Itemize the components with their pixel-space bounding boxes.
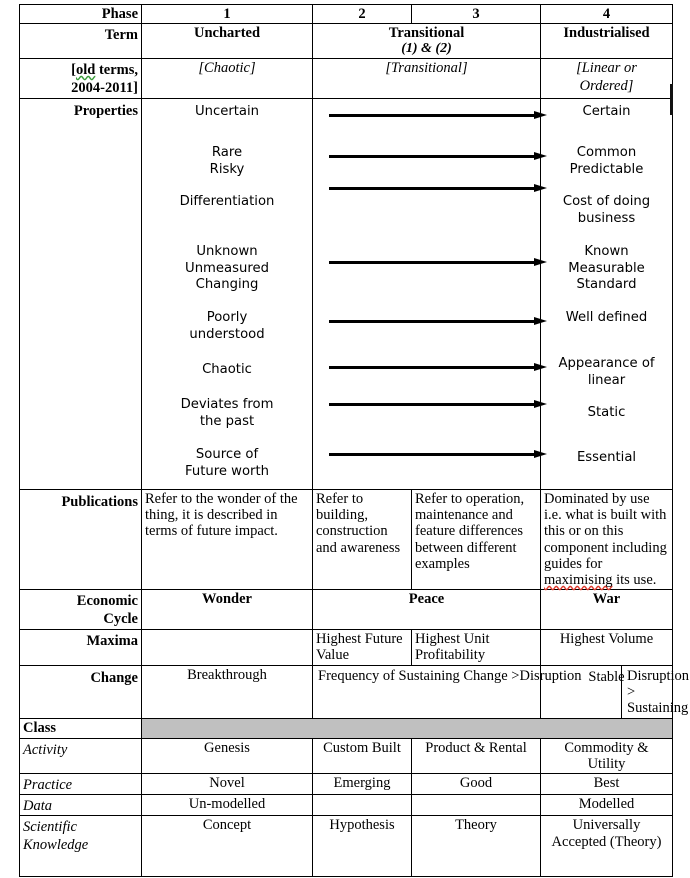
property-left-item-2 <box>145 145 309 179</box>
table-row-economic-cycle <box>20 590 673 630</box>
properties-arrows-column <box>313 98 541 489</box>
activity-phase-4: Commodity & Utility <box>541 738 673 773</box>
property-right-item-5-line-1: Well defined <box>565 309 648 325</box>
old-terms-rest: terms, <box>95 62 138 79</box>
change-frequency-cell: Frequency of Sustaining Change >Disruption <box>318 667 582 684</box>
property-right-item-4-line-2: Measurable <box>568 260 645 276</box>
properties-left-column <box>142 98 313 489</box>
evolution-arrow-5 <box>329 317 547 326</box>
table-row-properties <box>20 98 673 489</box>
property-right-item-3 <box>544 194 669 228</box>
data-phase-1: Un-modelled <box>142 795 313 816</box>
practice-phase-4: Best <box>541 773 673 794</box>
row-label-activity: Activity <box>20 738 142 773</box>
evolution-arrow-6 <box>329 363 547 372</box>
term-phase-1: Uncharted <box>142 24 313 59</box>
property-right-item-2-line-2: Predictable <box>569 161 644 177</box>
maxima-phase-1 <box>142 630 313 665</box>
property-right-item-1 <box>544 104 669 121</box>
change-phase-1: Breakthrough <box>142 665 313 719</box>
property-right-item-7-line-1: Static <box>587 404 626 420</box>
property-right-item-3-line-2: business <box>577 210 636 226</box>
publications-phase-2: Refer to building, construction and awareness <box>313 489 412 589</box>
old-term-phase-1: [Chaotic] <box>142 59 313 99</box>
property-right-item-4-line-3: Standard <box>576 277 637 293</box>
publications-phase-1: Refer to the wonder of the thing, it is described in terms of future impact. <box>142 489 313 589</box>
property-left-item-1 <box>145 104 309 121</box>
table-row-maxima <box>20 630 673 665</box>
class-gray-band <box>142 719 673 738</box>
property-left-item-5-line-1: Poorly <box>206 309 248 325</box>
change-disruption-cell: Disruption > Sustaining <box>621 666 690 719</box>
property-left-item-3-line-1: Differentiation <box>179 193 275 209</box>
row-label-maxima: Maxima <box>20 630 142 665</box>
practice-phase-2: Emerging <box>313 773 412 794</box>
evolution-arrow-shaft-8 <box>329 453 535 456</box>
scientific-knowledge-label-line2: Knowledge <box>23 836 89 853</box>
table-row-old-terms <box>20 59 673 99</box>
property-right-item-6-line-2: linear <box>587 372 626 388</box>
property-right-item-8 <box>544 450 669 467</box>
term-transitional-sublabel: (1) & (2) <box>401 41 452 57</box>
old-terms-years: 2004-2011] <box>71 79 138 96</box>
row-label-change: Change <box>20 665 142 719</box>
row-label-scientific-knowledge <box>20 816 142 877</box>
old-term-phase-4-line1: [Linear or <box>576 60 637 77</box>
evolution-arrow-4 <box>329 258 547 267</box>
property-right-item-2 <box>544 145 669 179</box>
property-left-item-6 <box>145 362 309 379</box>
table-row-practice <box>20 773 673 794</box>
table-row-class <box>20 719 673 738</box>
property-left-item-8-line-1: Source of <box>195 446 259 462</box>
property-left-item-5-line-2: understood <box>189 326 265 342</box>
evolution-arrow-shaft-5 <box>329 320 535 323</box>
row-label-properties: Properties <box>20 98 142 489</box>
property-left-item-8 <box>145 447 309 481</box>
evolution-arrow-8 <box>329 450 547 459</box>
property-left-item-7-line-1: Deviates from <box>180 396 274 412</box>
property-left-item-8-line-2: Future worth <box>185 463 269 479</box>
table-row-phase <box>20 5 673 24</box>
old-terms-flagged-word: old <box>75 62 96 79</box>
property-right-item-1-line-1: Certain <box>582 103 631 119</box>
economic-cycle-label-line2: Cycle <box>103 610 138 627</box>
maxima-phase-4: Highest Volume <box>541 630 673 665</box>
row-label-economic-cycle <box>20 590 142 630</box>
evolution-arrow-shaft-3 <box>329 187 535 190</box>
publications-phase-4 <box>541 489 673 589</box>
activity-phase-2: Custom Built <box>313 738 412 773</box>
table-row-change <box>20 665 673 719</box>
evolution-arrow-shaft-2 <box>329 155 535 158</box>
phase-number-1: 1 <box>142 5 313 24</box>
property-right-item-8-line-1: Essential <box>576 449 637 465</box>
table-row-term <box>20 24 673 59</box>
data-phase-3 <box>412 795 541 816</box>
publications-phase-4-part-b: its use. <box>612 572 657 589</box>
term-transitional-label: Transitional <box>388 25 465 42</box>
scientific-knowledge-label-line1: Scientific <box>23 819 77 836</box>
phase-number-2: 2 <box>313 5 412 24</box>
table-row-scientific-knowledge <box>20 816 673 877</box>
row-label-term: Term <box>20 24 142 59</box>
property-right-item-4 <box>544 244 669 294</box>
economic-cycle-phase-4: War <box>541 590 673 630</box>
property-left-item-4 <box>145 244 309 294</box>
row-label-practice: Practice <box>20 773 142 794</box>
old-terms-bracket: [ <box>71 62 76 79</box>
scientific-knowledge-phase-3: Theory <box>412 816 541 877</box>
evolution-arrow-shaft-6 <box>329 366 535 369</box>
practice-phase-3: Good <box>412 773 541 794</box>
evolution-arrow-3 <box>329 184 547 193</box>
evolution-arrow-shaft-7 <box>329 403 535 406</box>
activity-phase-3: Product & Rental <box>412 738 541 773</box>
property-left-item-3 <box>145 194 309 211</box>
scientific-knowledge-phase-4: Universally Accepted (Theory) <box>541 816 673 877</box>
property-left-item-2-line-1: Rare <box>211 144 243 160</box>
row-label-class: Class <box>20 719 142 738</box>
data-phase-4: Modelled <box>541 795 673 816</box>
economic-cycle-phase-1: Wonder <box>142 590 313 630</box>
evolution-arrow-shaft-4 <box>329 261 535 264</box>
activity-phase-1: Genesis <box>142 738 313 773</box>
property-left-item-4-line-3: Changing <box>195 277 259 293</box>
properties-arrow-group <box>316 100 537 488</box>
property-left-item-4-line-2: Unmeasured <box>185 260 269 276</box>
table-row-activity <box>20 738 673 773</box>
property-left-item-7 <box>145 397 309 431</box>
term-phase-2-3 <box>313 24 541 59</box>
row-label-old-terms <box>20 59 142 99</box>
practice-phase-1: Novel <box>142 773 313 794</box>
property-left-item-5 <box>145 310 309 344</box>
old-term-phase-2-3: [Transitional] <box>313 59 541 99</box>
evolution-arrow-2 <box>329 152 547 161</box>
economic-cycle-phase-2-3: Peace <box>313 590 541 630</box>
property-left-item-4-line-1: Unknown <box>196 243 258 259</box>
evolution-arrow-1 <box>329 111 547 120</box>
evolution-arrow-7 <box>329 400 547 409</box>
evolution-arrow-shaft-1 <box>329 114 535 117</box>
property-right-item-4-line-1: Known <box>584 243 629 259</box>
publications-phase-3: Refer to operation, maintenance and feature differences between different examples <box>412 489 541 589</box>
property-right-item-7 <box>544 405 669 422</box>
scientific-knowledge-phase-2: Hypothesis <box>313 816 412 877</box>
row-label-phase: Phase <box>20 5 142 24</box>
maxima-phase-2: Highest Future Value <box>313 630 412 665</box>
table-row-data <box>20 795 673 816</box>
scientific-knowledge-phase-1: Concept <box>142 816 313 877</box>
property-right-item-2-line-1: Common <box>576 144 637 160</box>
property-left-item-7-line-2: the past <box>199 413 255 429</box>
old-term-phase-4 <box>541 59 673 99</box>
property-right-item-3-line-1: Cost of doing <box>562 193 651 209</box>
publications-phase-4-part-a: Dominated by use i.e. what is built with this or on this component including guides for <box>544 490 667 572</box>
property-right-item-6-line-1: Appearance of <box>558 355 655 371</box>
maxima-phase-3: Highest Unit Profitability <box>412 630 541 665</box>
row-label-data: Data <box>20 795 142 816</box>
properties-left-stack <box>145 100 309 488</box>
properties-right-column <box>541 98 673 489</box>
term-phase-4: Industrialised <box>541 24 673 59</box>
property-left-item-6-line-1: Chaotic <box>202 361 252 377</box>
data-phase-2 <box>313 795 412 816</box>
change-stable-cell: Stable <box>541 665 673 719</box>
old-term-phase-4-line2: Ordered] <box>579 77 634 94</box>
publications-flagged-word: maximising <box>544 572 613 589</box>
property-right-item-5 <box>544 310 669 327</box>
economic-cycle-label-line1: Economic <box>76 593 138 610</box>
property-left-item-2-line-2: Risky <box>209 161 245 177</box>
properties-right-stack <box>544 100 669 488</box>
table-row-publications <box>20 489 673 589</box>
property-right-item-6 <box>544 356 669 390</box>
evolution-characteristics-table <box>19 4 690 877</box>
scan-edge-artifact <box>670 84 673 115</box>
property-left-item-1-line-1: Uncertain <box>194 103 260 119</box>
phase-number-4: 4 <box>541 5 673 24</box>
phase-number-3: 3 <box>412 5 541 24</box>
row-label-publications: Publications <box>20 489 142 589</box>
